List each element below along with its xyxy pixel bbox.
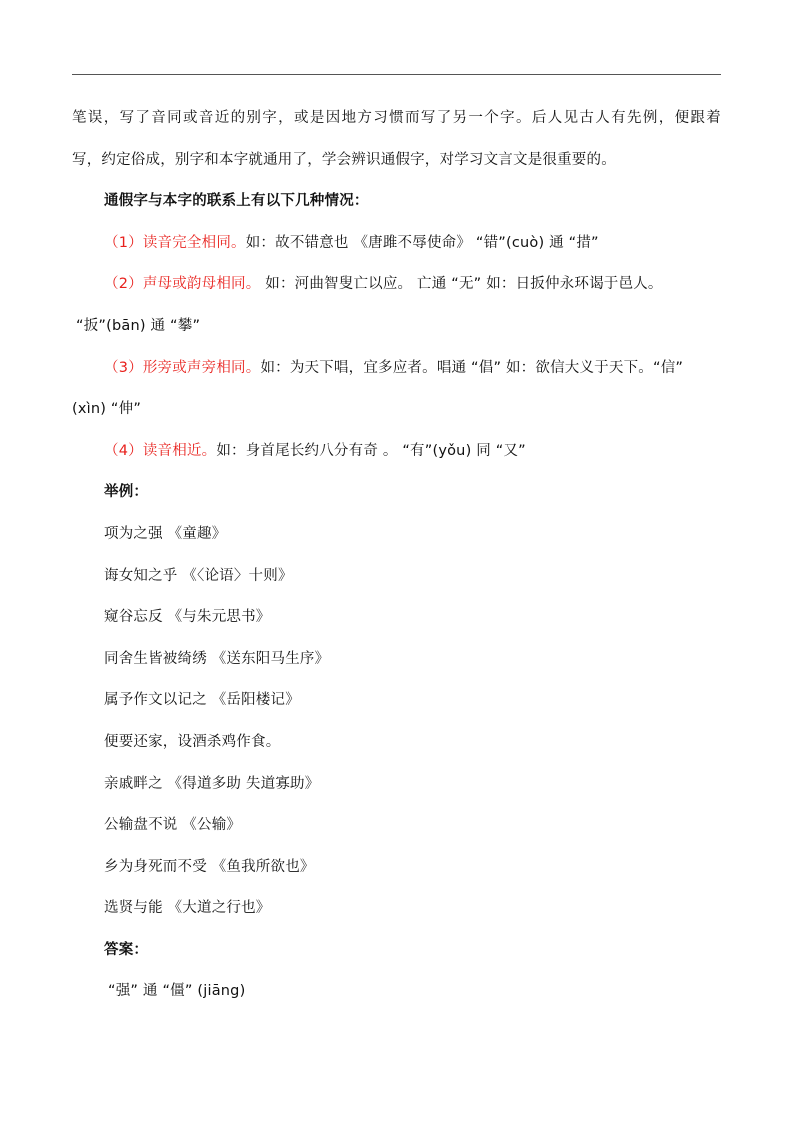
case-text: 如：为天下唱，宜多应者。唱通 “倡” 如：欲信大义于天下。“信” xyxy=(260,359,684,376)
case-label: （3）形旁或声旁相同。 xyxy=(104,359,261,376)
example-item: 属予作文以记之 《岳阳楼记》 xyxy=(104,692,300,709)
case-text: 如：身首尾长约八分有奇 。 “有”(yǒu) 同 “又” xyxy=(216,442,526,459)
case-label: （4）读音相近。 xyxy=(104,442,217,459)
intro-line-1: 笔误，写了音同或音近的别字，或是因地方习惯而写了另一个字。后人见古人有先例，便跟着 xyxy=(72,110,721,126)
examples-heading: 举例： xyxy=(104,484,149,501)
case-2 xyxy=(72,270,721,312)
case-label: （2）声母或韵母相同。 xyxy=(104,276,261,293)
answers-heading: 答案： xyxy=(104,941,149,958)
case-label: （1）读音完全相同。 xyxy=(104,234,246,251)
document-body xyxy=(72,104,721,1019)
case-text: 如：故不错意也 《唐雎不辱使命》 “错”(cuò) 通 “措” xyxy=(245,234,599,251)
example-item: 乡为身死而不受 《鱼我所欲也》 xyxy=(104,858,315,875)
example-item: 便要还家，设酒杀鸡作食。 xyxy=(104,733,281,750)
answer-item: “强” 通 “僵” (jiāng) xyxy=(108,983,246,1000)
case-3 xyxy=(72,354,721,396)
example-item: 同舍生皆被绮绣 《送东阳马生序》 xyxy=(104,650,330,667)
case-1 xyxy=(72,229,721,271)
intro-line-2: 写，约定俗成，别字和本字就通用了，学会辨识通假字，对学习文言文是很重要的。 xyxy=(72,151,616,168)
example-item: 诲女知之乎 《〈论语〉十则》 xyxy=(104,567,293,584)
example-item: 选贤与能 《大道之行也》 xyxy=(104,900,271,917)
case-3-continuation: (xìn) “伸” xyxy=(72,401,142,418)
example-item: 项为之强 《童趣》 xyxy=(104,525,227,542)
case-2-continuation: “扳”(bān) 通 “攀” xyxy=(76,317,201,334)
section-heading: 通假字与本字的联系上有以下几种情况： xyxy=(104,193,369,210)
case-4 xyxy=(72,437,721,479)
example-item: 窥谷忘反 《与朱元思书》 xyxy=(104,609,271,626)
header-rule xyxy=(72,74,721,75)
example-item: 公输盘不说 《公输》 xyxy=(104,817,242,834)
case-text: 如：河曲智叟亡以应。 亡通 “无” 如：日扳仲永环谒于邑人。 xyxy=(260,276,663,293)
example-item: 亲戚畔之 《得道多助 失道寡助》 xyxy=(104,775,320,792)
